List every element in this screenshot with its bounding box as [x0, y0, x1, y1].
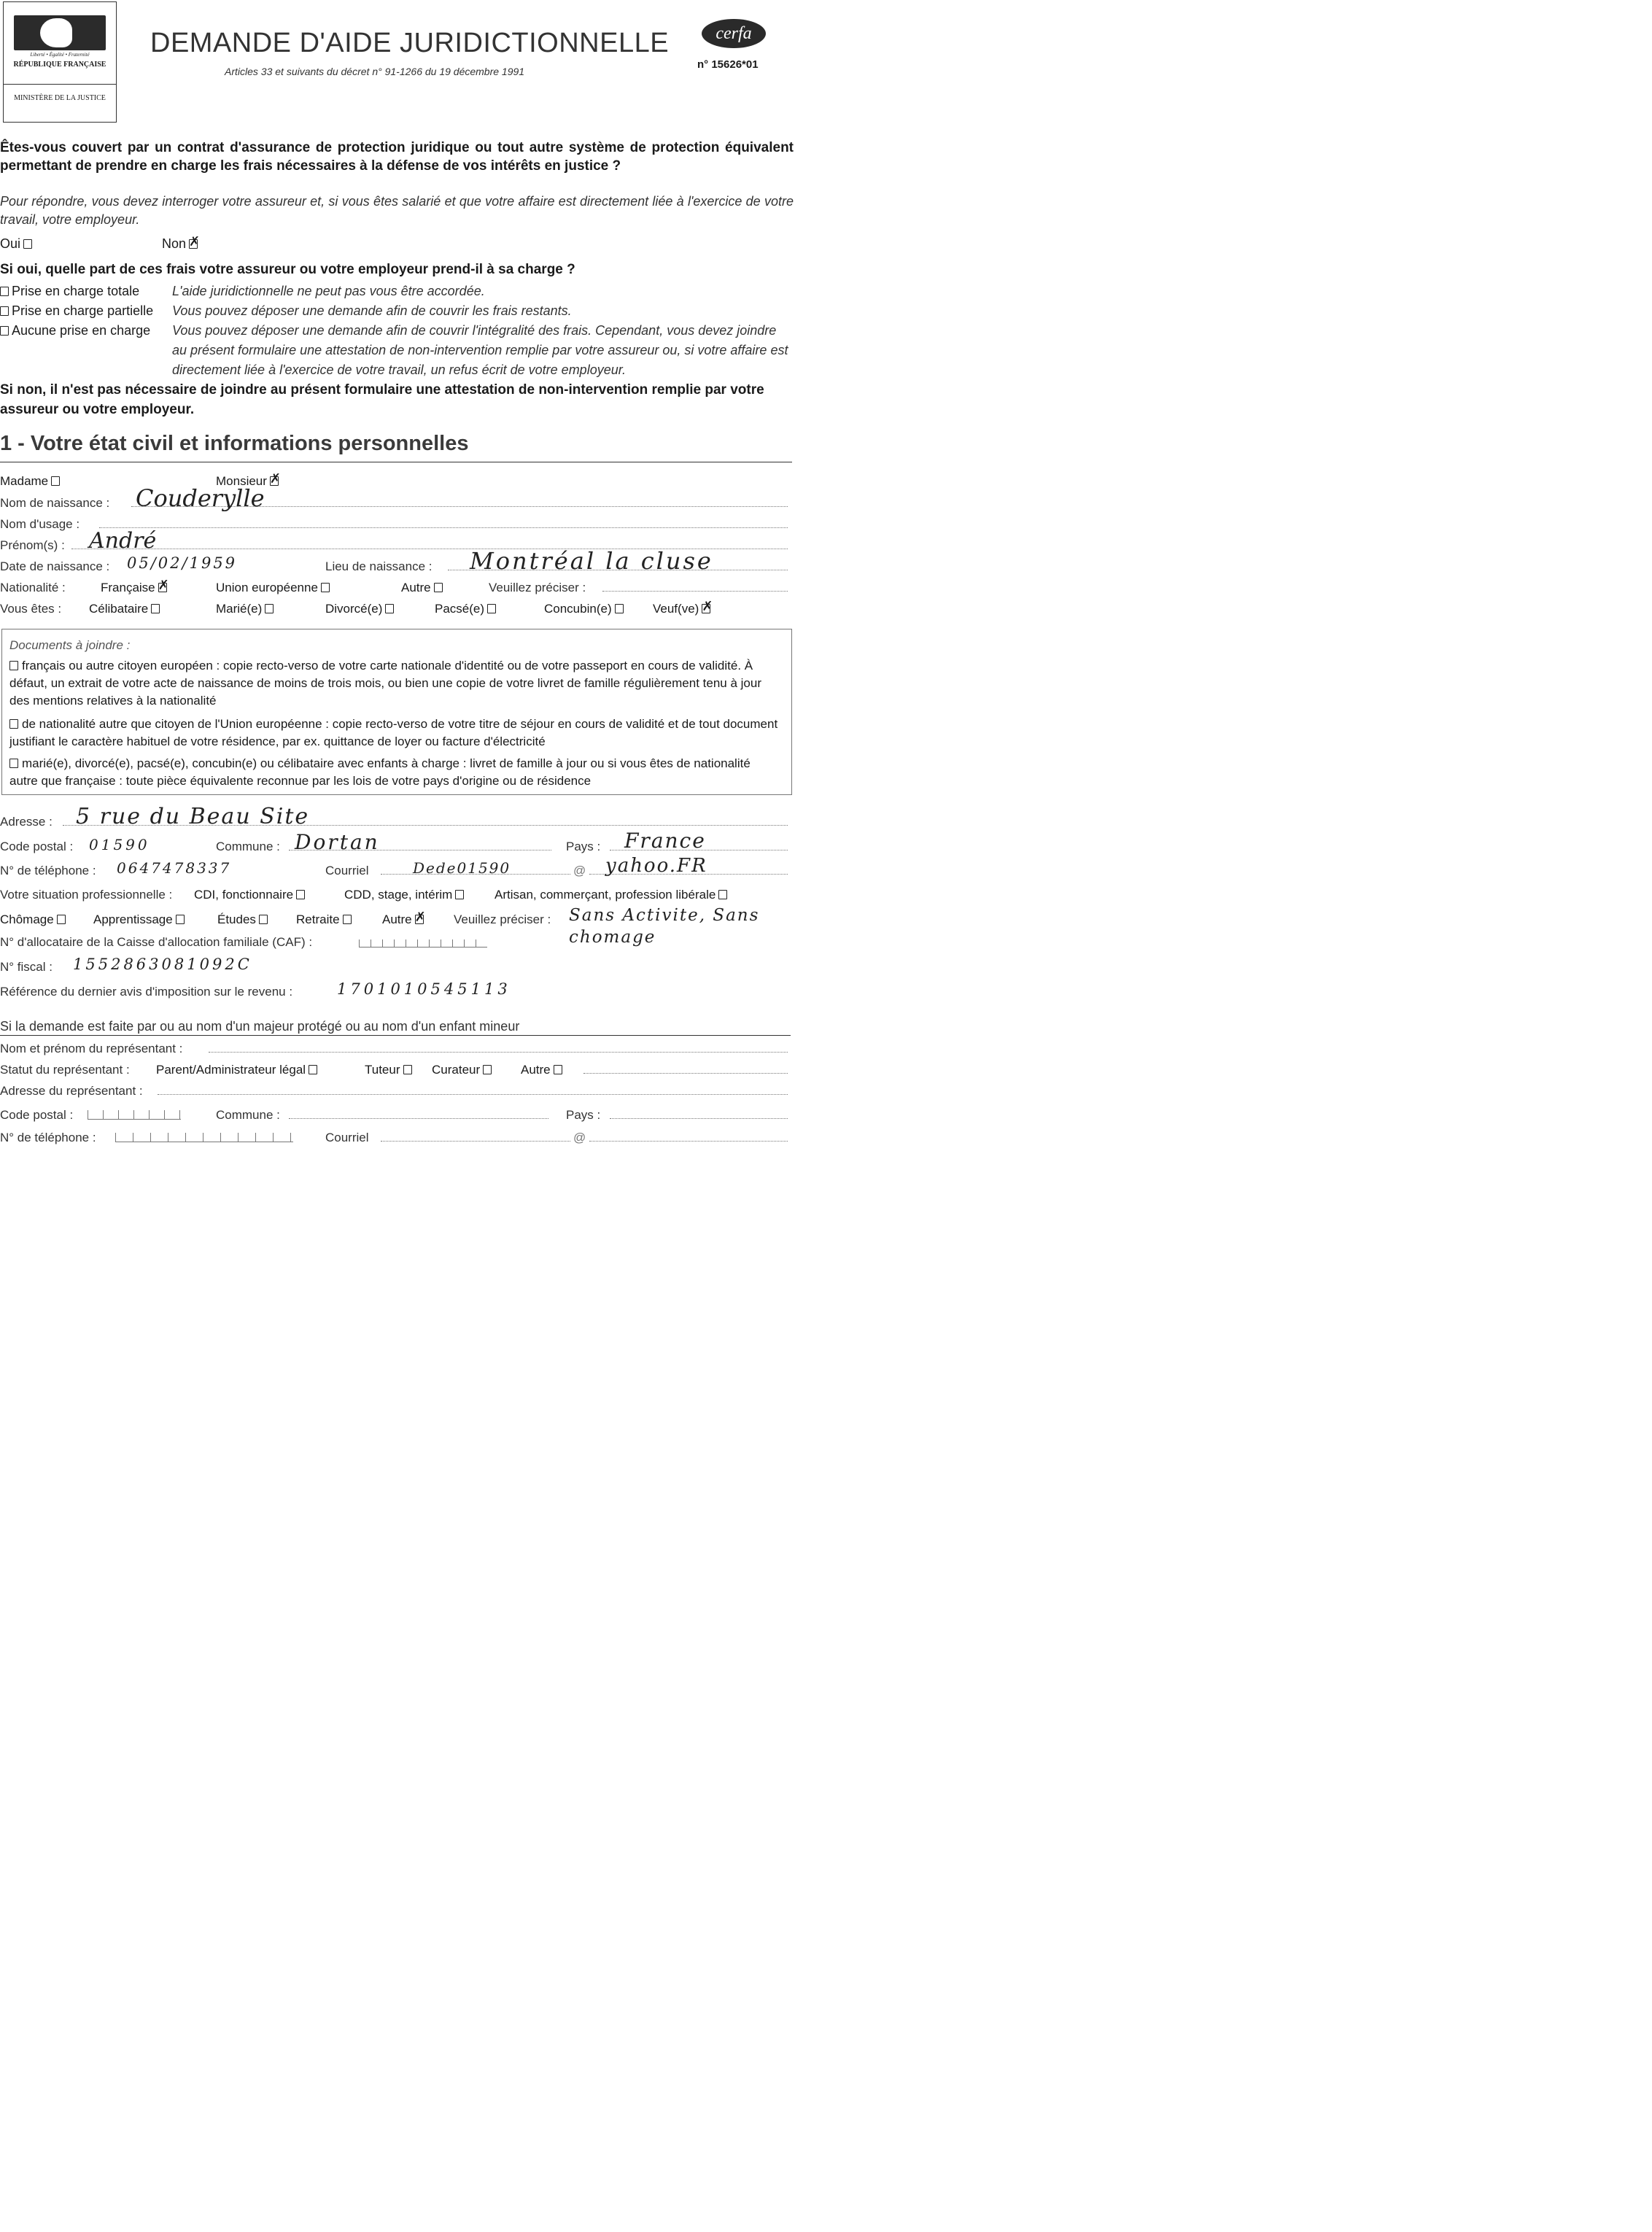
- postal-label: Code postal :: [0, 840, 74, 853]
- nat-other-checkbox[interactable]: [434, 583, 443, 592]
- retraite-checkbox[interactable]: [343, 915, 352, 924]
- caf-label: N° d'allocataire de la Caisse d'allocation familiale (CAF) :: [0, 935, 313, 949]
- rep-title: Si la demande est faite par ou au nom d'un majeur protégé ou au nom d'un enfant mineur: [0, 1019, 520, 1034]
- cdd-checkbox[interactable]: [455, 890, 464, 899]
- rep-autre-checkbox[interactable]: [554, 1065, 562, 1074]
- yes-checkbox[interactable]: [23, 239, 32, 249]
- email-user-value[interactable]: Dede01590: [413, 859, 511, 877]
- status-single[interactable]: Célibataire: [89, 602, 160, 616]
- madame-checkbox[interactable]: [51, 476, 60, 486]
- rep-address-label: Adresse du représentant :: [0, 1084, 143, 1098]
- chomage-checkbox[interactable]: [57, 915, 66, 924]
- usage-name-label: Nom d'usage :: [0, 517, 80, 531]
- city-value[interactable]: Dortan: [295, 830, 380, 854]
- nationality-row: [0, 581, 795, 595]
- page-subtitle: Articles 33 et suivants du décret n° 91-1266 du 19 décembre 1991: [225, 66, 525, 77]
- option-total-desc: L'aide juridictionnelle ne peut pas vous être accordée.: [172, 284, 485, 298]
- doc-item[interactable]: de nationalité autre que citoyen de l'Union européenne : copie recto-verso de votre titre de séjour en cours de validité et de tout document justifiant le caractère habituel de votre résidence, par ex. quittance de loyer ou facture d'électricité: [9, 717, 778, 748]
- job-row-1: [0, 888, 795, 902]
- rep-name-field[interactable]: [209, 1052, 788, 1053]
- rep-parent[interactable]: Parent/Administrateur légal: [156, 1063, 317, 1077]
- logo-republic: RÉPUBLIQUE FRANÇAISE: [13, 61, 106, 69]
- usage-name-field[interactable]: [99, 527, 788, 528]
- rep-status-label: Statut du représentant :: [0, 1063, 130, 1077]
- email-at: @: [573, 864, 586, 877]
- rep-parent-checkbox[interactable]: [309, 1065, 317, 1074]
- form-number: n° 15626*01: [697, 58, 759, 71]
- apprentissage-checkbox[interactable]: [176, 915, 185, 924]
- country-value[interactable]: France: [624, 829, 706, 853]
- rep-tuteur[interactable]: Tuteur: [365, 1063, 412, 1077]
- total-checkbox[interactable]: [0, 287, 9, 296]
- job-cdi[interactable]: CDI, fonctionnaire: [194, 888, 305, 902]
- status-pacs[interactable]: Pacsé(e): [435, 602, 496, 616]
- rep-phone-field[interactable]: [115, 1133, 293, 1142]
- if-yes-question: Si oui, quelle part de ces frais votre assureur ou votre employeur prend-il à sa charge ?: [0, 262, 575, 277]
- rep-status-row: [0, 1063, 795, 1077]
- rep-city-field[interactable]: [289, 1118, 548, 1119]
- firstname-label: Prénom(s) :: [0, 538, 65, 552]
- section1-title: 1 - Votre état civil et informations personnelles: [0, 432, 469, 455]
- insurance-hint: Pour répondre, vous devez interroger votre assureur et, si vous êtes salarié et que votre affaire est directement liée à l'exercice de votre travail, votre employeur.: [0, 194, 794, 227]
- city-label: Commune :: [216, 840, 280, 853]
- insurance-no[interactable]: Non✗: [162, 236, 198, 252]
- rep-city-label: Commune :: [216, 1108, 280, 1122]
- option-none-desc: Vous pouvez déposer une demande afin de couvrir l'intégralité des frais. Cependant, vous devez joindre au présent formulaire une attestation de non-intervention remplie par votre assureur ou, si votre affaire est directement liée à l'exercice de votre travail, un refus écrit de votre employeur.: [172, 323, 788, 377]
- country-label: Pays :: [566, 840, 601, 853]
- birth-name-label: Nom de naissance :: [0, 496, 110, 510]
- doc-item[interactable]: français ou autre citoyen européen : copie recto-verso de votre carte nationale d'identité ou de votre passeport en cours de validité. À défaut, un extrait de votre acte de naissance de moins de trois mois, ou bien une copie de votre livret de famille régulièrement tenu à jour des mentions relatives à la nationalité: [9, 659, 761, 708]
- phone-label: N° de téléphone :: [0, 864, 96, 877]
- email-label: Courriel: [325, 864, 369, 877]
- nat-specify-field[interactable]: [602, 591, 788, 592]
- rep-name-label: Nom et prénom du représentant :: [0, 1042, 183, 1055]
- insurance-question: Êtes-vous couvert par un contrat d'assurance de protection juridique ou tout autre système de protection équivalent permettant de prendre en charge les frais nécessaires à la défense de vos intérêts en justice ?: [0, 140, 794, 174]
- email-domain-value[interactable]: yahoo.FR: [605, 855, 707, 877]
- rep-email-user-field[interactable]: [381, 1141, 570, 1142]
- rep-country-field[interactable]: [610, 1118, 788, 1119]
- rep-curateur-checkbox[interactable]: [483, 1065, 492, 1074]
- nat-french[interactable]: Française✗: [101, 581, 167, 595]
- status-cohab[interactable]: Concubin(e): [544, 602, 624, 616]
- insurance-yes[interactable]: Oui: [0, 236, 32, 252]
- nationality-label: Nationalité :: [0, 581, 66, 594]
- phone-value[interactable]: 0647478337: [117, 859, 232, 877]
- rep-autre[interactable]: Autre: [521, 1063, 562, 1077]
- birthplace-label: Lieu de naissance :: [325, 559, 433, 573]
- rep-curateur[interactable]: Curateur: [432, 1063, 492, 1077]
- rep-phone-label: N° de téléphone :: [0, 1131, 96, 1144]
- partial-checkbox[interactable]: [0, 306, 9, 316]
- status-married[interactable]: Marié(e): [216, 602, 274, 616]
- monsieur-checkbox[interactable]: [270, 476, 279, 486]
- docs-title: Documents à joindre :: [9, 638, 131, 652]
- birth-name-value[interactable]: Couderylle: [136, 484, 265, 512]
- doc-1-checkbox[interactable]: [9, 661, 18, 670]
- status-divorced[interactable]: Divorcé(e): [325, 602, 394, 616]
- rep-tuteur-checkbox[interactable]: [403, 1065, 412, 1074]
- status-label: Vous êtes :: [0, 602, 62, 616]
- etudes-checkbox[interactable]: [259, 915, 268, 924]
- address-value[interactable]: 5 rue du Beau Site: [76, 804, 310, 829]
- rep-country-label: Pays :: [566, 1108, 601, 1122]
- caf-field[interactable]: [359, 939, 487, 948]
- nat-specify: Veuillez préciser :: [489, 581, 586, 594]
- widowed-checkbox[interactable]: [702, 604, 710, 613]
- birthdate-value[interactable]: 05/02/1959: [127, 554, 238, 572]
- birthdate-label: Date de naissance :: [0, 559, 110, 573]
- rep-status-other-field[interactable]: [583, 1073, 788, 1074]
- address-label: Adresse :: [0, 815, 53, 829]
- firstname-value[interactable]: André: [89, 528, 157, 554]
- page-title: DEMANDE D'AIDE JURIDICTIONNELLE: [150, 28, 670, 58]
- job-cdd[interactable]: CDD, stage, intérim: [344, 888, 464, 902]
- none-checkbox[interactable]: [0, 326, 9, 336]
- tax-value[interactable]: 1701010545113: [337, 980, 511, 998]
- option-partial[interactable]: Prise en charge partielle: [0, 301, 172, 321]
- status-row: [0, 602, 795, 616]
- rep-address-field[interactable]: [158, 1094, 788, 1095]
- divorced-checkbox[interactable]: [385, 604, 394, 613]
- rep-postal-label: Code postal :: [0, 1108, 74, 1122]
- cohab-checkbox[interactable]: [615, 604, 624, 613]
- nat-eu-checkbox[interactable]: [321, 583, 330, 592]
- job-label: Votre situation professionnelle :: [0, 888, 173, 902]
- status-widowed[interactable]: Veuf(ve)✗: [653, 602, 710, 616]
- logo-ministry: MINISTÈRE DE LA JUSTICE: [14, 94, 106, 102]
- nat-other[interactable]: Autre: [401, 581, 443, 595]
- fiscal-label: N° fiscal :: [0, 960, 53, 974]
- madame-option[interactable]: Madame: [0, 474, 60, 489]
- job-artisan[interactable]: Artisan, commerçant, profession libérale: [495, 888, 727, 902]
- job-autre[interactable]: Autre✗: [382, 912, 424, 927]
- job-specify: Veuillez préciser :: [454, 912, 551, 926]
- no-checkbox[interactable]: [189, 239, 198, 249]
- doc-2-checkbox[interactable]: [9, 719, 18, 729]
- autre-checkbox[interactable]: [415, 915, 424, 924]
- rep-email-domain-field[interactable]: [589, 1141, 788, 1142]
- option-total[interactable]: Prise en charge totale: [0, 282, 172, 301]
- documents-box: [1, 629, 792, 795]
- nat-french-checkbox[interactable]: [158, 583, 167, 592]
- married-checkbox[interactable]: [265, 604, 274, 613]
- tax-label: Référence du dernier avis d'imposition sur le revenu :: [0, 985, 293, 999]
- if-no-note: Si non, il n'est pas nécessaire de joindre au présent formulaire une attestation de non-intervention remplie par votre assureur ou votre employeur.: [0, 382, 764, 417]
- cerfa-logo: [702, 19, 766, 48]
- job-retraite[interactable]: Retraite: [296, 912, 352, 927]
- birthplace-value[interactable]: Montréal la cluse: [470, 547, 713, 575]
- job-chomage[interactable]: Chômage: [0, 912, 66, 927]
- ministry-logo: [3, 1, 117, 123]
- doc-item[interactable]: marié(e), divorcé(e), pacsé(e), concubin(e) ou célibataire avec enfants à charge : livret de famille à jour ou si vous êtes de nationalité autre que française : toute pièce équivalente reconnue par les lois de votre pays d'origine ou de résidence: [9, 756, 751, 788]
- rep-postal-field[interactable]: [88, 1110, 181, 1120]
- monsieur-option[interactable]: Monsieur✗: [216, 474, 279, 489]
- rep-email-at: @: [573, 1131, 586, 1144]
- postal-value[interactable]: 01590: [89, 836, 150, 853]
- logo-motto: Liberté • Égalité • Fraternité: [30, 52, 90, 58]
- job-value[interactable]: Sans Activite, Sans chomage: [569, 906, 760, 947]
- artisan-checkbox[interactable]: [718, 890, 727, 899]
- fiscal-value[interactable]: 1552863081092C: [73, 956, 252, 973]
- doc-3-checkbox[interactable]: [9, 759, 18, 768]
- cdi-checkbox[interactable]: [296, 890, 305, 899]
- single-checkbox[interactable]: [151, 604, 160, 613]
- marianne-emblem: [14, 15, 106, 50]
- pacs-checkbox[interactable]: [487, 604, 496, 613]
- job-etudes[interactable]: Études: [217, 912, 268, 927]
- nat-eu[interactable]: Union européenne: [216, 581, 330, 595]
- option-partial-desc: Vous pouvez déposer une demande afin de couvrir les frais restants.: [172, 303, 572, 318]
- cerfa-text: cerfa: [716, 24, 752, 43]
- job-apprentissage[interactable]: Apprentissage: [93, 912, 185, 927]
- option-none[interactable]: Aucune prise en charge: [0, 321, 172, 380]
- rep-email-label: Courriel: [325, 1131, 369, 1144]
